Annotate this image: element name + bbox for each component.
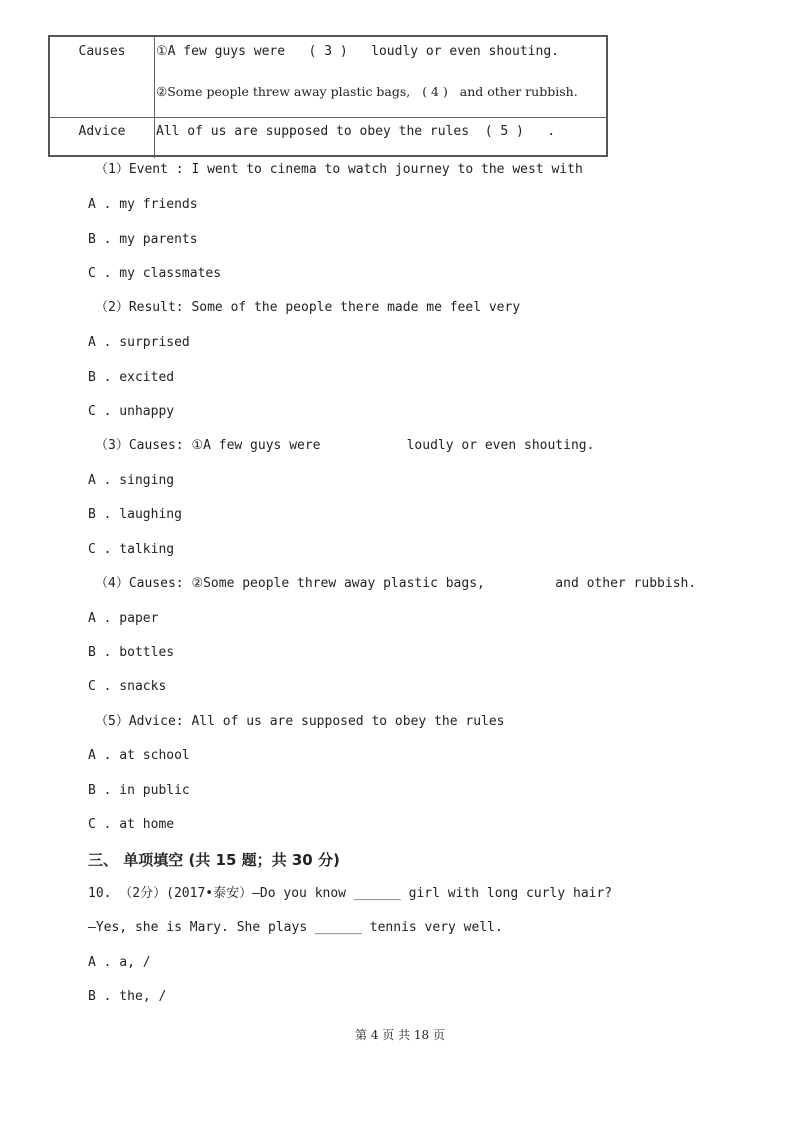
answer-table <box>48 35 608 157</box>
option[interactable]: A . my friends <box>88 197 198 212</box>
option[interactable]: B . in public <box>88 783 190 798</box>
advice-content-cell <box>156 118 602 158</box>
option[interactable]: B . excited <box>88 370 175 385</box>
advice-label: Advice <box>78 124 126 139</box>
section-heading: 三、 单项填空 (共 15 题；共 30 分) <box>88 851 340 869</box>
option[interactable]: B . bottles <box>88 645 175 660</box>
causes-label-cell <box>50 37 155 117</box>
option[interactable]: C . at home <box>88 817 175 832</box>
option[interactable]: B . my parents <box>88 232 198 247</box>
advice-line: All of us are supposed to obey the rules ( 5 ) . <box>156 124 556 139</box>
question-stem: （4）Causes: ②Some people threw away plastic bags, and other rubbish. <box>95 576 697 591</box>
option[interactable]: B . the, / <box>88 989 167 1004</box>
option[interactable]: B . laughing <box>88 507 182 522</box>
option[interactable]: A . surprised <box>88 335 190 350</box>
option[interactable]: A . singing <box>88 473 175 488</box>
causes-line-2: ②Some people threw away plastic bags, ( 4 ) and other rubbish. <box>156 84 578 99</box>
causes-line-1: ①A few guys were ( 3 ) loudly or even shouting. <box>156 44 559 59</box>
option[interactable]: A . a, / <box>88 955 151 970</box>
option[interactable]: C . snacks <box>88 679 167 694</box>
question-stem: （2）Result: Some of the people there made me feel very <box>95 300 521 315</box>
question-stem: （1）Event : I went to cinema to watch journey to the west with <box>95 162 583 177</box>
question-stem: （3）Causes: ①A few guys were loudly or even shouting. <box>95 438 595 453</box>
question-10-stem: 10. （2分）(2017•泰安）—Do you know ______ girl with long curly hair? <box>88 886 613 901</box>
question-10-line-2: —Yes, she is Mary. She plays ______ tennis very well. <box>88 920 503 935</box>
option[interactable]: C . talking <box>88 542 175 557</box>
causes-label: Causes <box>78 44 126 59</box>
option[interactable]: C . my classmates <box>88 266 222 281</box>
page-footer: 第 4 页 共 18 页 <box>355 1028 445 1042</box>
table-row-causes <box>50 37 606 118</box>
question-stem: （5）Advice: All of us are supposed to obey the rules <box>95 714 505 729</box>
causes-content-cell <box>156 37 602 117</box>
option[interactable]: C . unhappy <box>88 404 175 419</box>
table-row-advice <box>50 117 606 158</box>
advice-label-cell <box>50 118 155 158</box>
option[interactable]: A . paper <box>88 611 159 626</box>
option[interactable]: A . at school <box>88 748 190 763</box>
